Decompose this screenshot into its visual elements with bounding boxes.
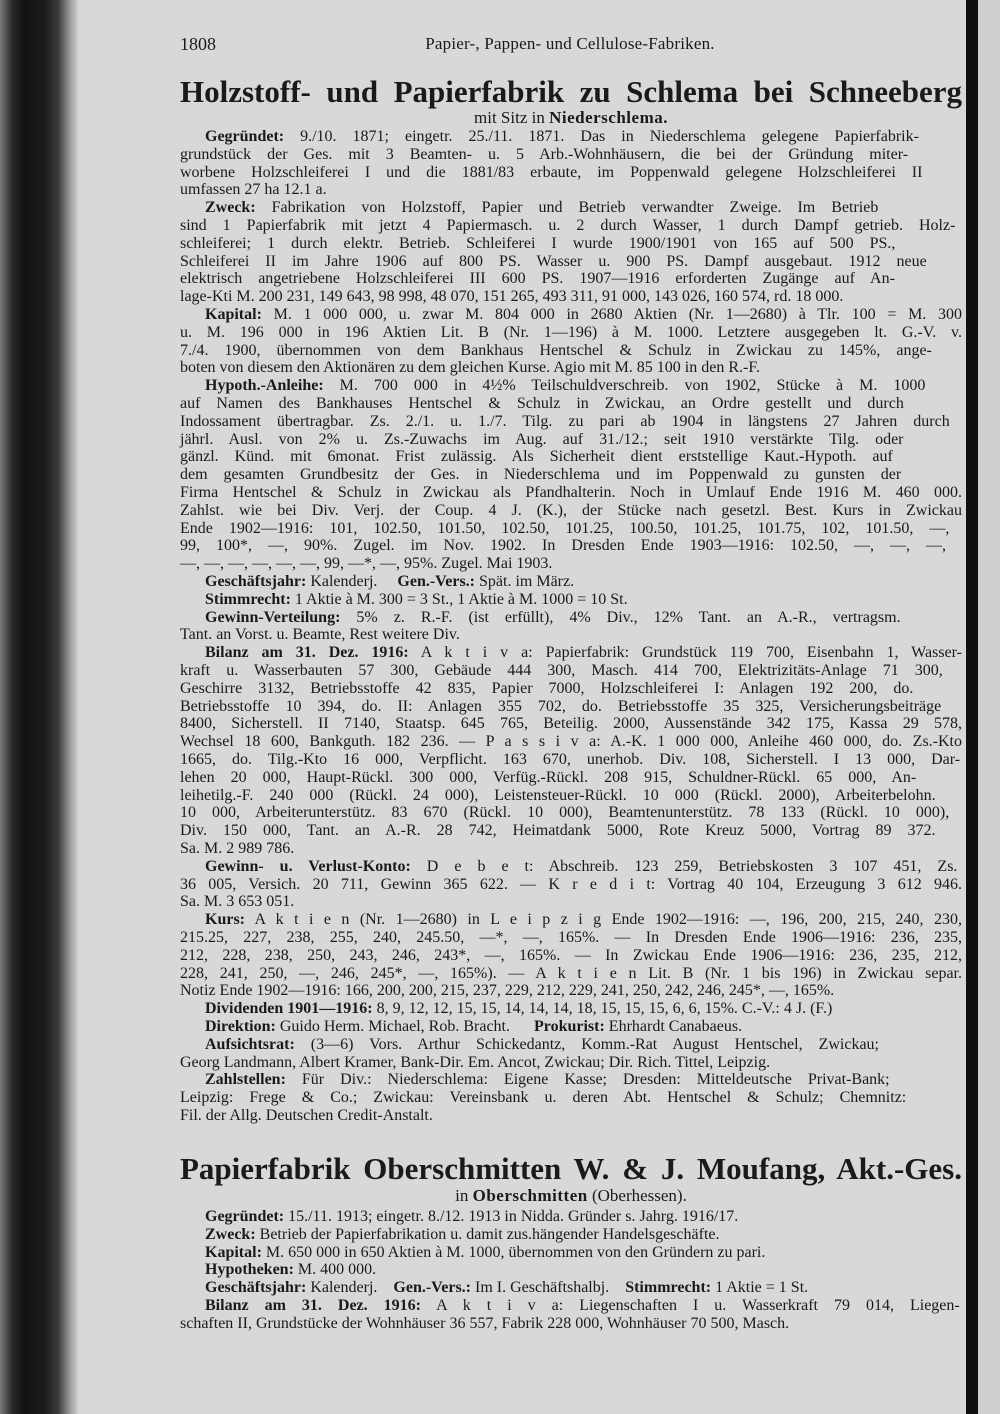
field-text: M. 1 000 000, u. zwar M. 804 000 in 2680 Aktien (Nr. 1—2680) à Tlr. 100 = M. 300 bbox=[261, 306, 962, 323]
field-text: Wechsel 18 600, Bankguth. 182 236. — P a s s i v a: A.-K. 1 000 000, Anleihe 460 000, do. Zs.-Kto bbox=[180, 733, 962, 751]
text-line bbox=[180, 359, 962, 377]
field-text: 8, 9, 12, 12, 15, 15, 14, 14, 14, 18, 15, 15, 15, 6, 6, 15%. C.-V.: 4 J. (F.) bbox=[372, 1000, 833, 1018]
paragraph-first-line bbox=[180, 911, 962, 929]
text-line bbox=[180, 448, 962, 466]
text-line bbox=[180, 413, 962, 431]
text-line bbox=[180, 822, 962, 840]
field-text: Sa. M. 3 653 051. bbox=[180, 893, 295, 911]
field-text: kraft u. Wasserbauten 57 300, Gebäude 444 300, Masch. 414 700, Elektrizitäts-Anlage 71 300, bbox=[180, 662, 943, 679]
text-line bbox=[180, 662, 962, 680]
field-text: Div. 150 000, Tant. an A.-R. 28 742, Heimatdank 5000, Rote Kreuz 5000, Vortrag 89 372. bbox=[180, 822, 936, 840]
field-text: Guido Herm. Michael, Rob. Bracht. bbox=[275, 1018, 534, 1035]
field-text: lehen 20 000, Haupt-Rückl. 300 000, Verfüg.-Rückl. 208 915, Schuldner-Rückl. 65 000, An- bbox=[180, 768, 917, 786]
text-line bbox=[180, 253, 962, 271]
field-label: Zahlstellen: bbox=[205, 1071, 286, 1089]
seat-place: Niederschlema. bbox=[549, 108, 668, 127]
text-line bbox=[180, 502, 962, 520]
text-line bbox=[180, 164, 962, 182]
field-text: schaften II, Grundstücke der Wohnhäuser 36 557, Fabrik 228 000, Wohnhäuser 70 500, Masch. bbox=[180, 1314, 790, 1332]
adjacent-page-strip bbox=[978, 0, 1000, 1414]
text-line bbox=[180, 965, 962, 983]
text-line bbox=[180, 876, 962, 894]
paragraph-first-line bbox=[180, 858, 962, 876]
field-label: Geschäftsjahr: bbox=[205, 573, 307, 590]
text-line bbox=[180, 537, 962, 555]
paragraph-first-line bbox=[180, 1000, 962, 1018]
text-line bbox=[180, 769, 962, 787]
field-text: Zahlst. wie bei Div. Verj. der Coup. 4 J. (K.), der Stücke nach gesetzl. Best. Kurs in Zwickau bbox=[180, 501, 962, 519]
paragraph-first-line bbox=[180, 128, 962, 146]
text-line bbox=[180, 342, 962, 360]
field-text: 1 Aktie = 1 St. bbox=[711, 1279, 809, 1297]
field-text: Tant. an Vorst. u. Beamte, Rest weitere Div. bbox=[180, 626, 460, 644]
paragraph-first-line bbox=[180, 1018, 962, 1036]
scan-left-edge bbox=[0, 0, 78, 1414]
field-text: 36 005, Versich. 20 711, Gewinn 365 622. — K r e d i t: Vortrag 40 104, Erzeugung 3 612 946. bbox=[180, 875, 962, 893]
field-label: Gen.-Vers.: bbox=[393, 1279, 472, 1297]
field-text: M. 700 000 in 4½% Teilschuldverschreib. von 1902, Stücke à M. 1000 bbox=[323, 377, 926, 395]
field-label: Bilanz am 31. Dez. 1916: bbox=[205, 644, 409, 662]
field-text: M. 400 000. bbox=[293, 1261, 377, 1279]
text-line bbox=[180, 1054, 962, 1072]
text-line bbox=[180, 929, 962, 947]
field-label: Prokurist: bbox=[533, 1018, 605, 1035]
text-line bbox=[180, 555, 962, 573]
field-text: Fabrikation von Holzstoff, Papier und Betrieb verwandter Zweige. Im Betrieb bbox=[255, 199, 879, 217]
field-label: Geschäftsjahr: bbox=[205, 1279, 307, 1297]
field-text: Betrieb der Papierfabrikation u. damit zus.hängender Handelsgeschäfte. bbox=[255, 1225, 720, 1243]
field-text: 99, 100*, —, 90%. Zugel. im Nov. 1902. In Dresden Ende 1903—1916: 102.50, —, —, —, bbox=[180, 537, 947, 555]
company-title: Holzstoff- und Papierfabrik zu Schlema bei Schneeberg bbox=[180, 74, 962, 109]
seat-text: in bbox=[455, 1186, 473, 1205]
field-text: Fil. der Allg. Deutschen Credit-Anstalt. bbox=[180, 1107, 433, 1124]
field-text: Ende 1902—1916: 101, 102.50, 101.50, 102.50, 101.25, 100.50, 101.25, 101.75, 102, 101.50, —, bbox=[180, 519, 950, 537]
text-line bbox=[180, 804, 962, 822]
field-text: Für Div.: Niederschlema: Eigene Kasse; Dresden: Mitteldeutsche Privat-Bank; bbox=[285, 1071, 890, 1089]
field-label: Kapital: bbox=[205, 1243, 262, 1261]
text-line bbox=[180, 982, 962, 1000]
paragraph-first-line bbox=[180, 609, 962, 627]
field-text: Betriebsstoffe 10 394, do. II: Anlagen 355 702, do. Betriebsstoffe 35 325, Versicherungsbeiträge bbox=[180, 697, 942, 715]
field-text: umfassen 27 ha 12.1 a. bbox=[180, 181, 327, 199]
page-number: 1808 bbox=[180, 34, 216, 54]
paragraph-first-line bbox=[180, 306, 962, 324]
field-label: Dividenden 1901—1916: bbox=[205, 1000, 373, 1018]
field-text: A k t i e n (Nr. 1—2680) in L e i p z i g Ende 1902—1916: —, 196, 200, 215, 240, 230, bbox=[245, 911, 962, 929]
field-label: Gegründet: bbox=[205, 128, 285, 145]
text-line bbox=[180, 751, 962, 769]
text-line bbox=[180, 840, 962, 858]
text-line bbox=[180, 395, 962, 413]
field-label: Bilanz am 31. Dez. 1916: bbox=[205, 1297, 421, 1314]
text-line bbox=[180, 181, 962, 199]
field-label: Direktion: bbox=[205, 1018, 276, 1035]
seat-text: (Oberhessen). bbox=[587, 1186, 687, 1205]
field-text: 9./10. 1871; eingetr. 25./11. 1871. Das in Niederschlema gelegene Papierfabrik- bbox=[284, 128, 919, 145]
field-label: Hypoth.-Anleihe: bbox=[205, 377, 324, 395]
paragraph-first-line bbox=[180, 573, 962, 591]
field-text: M. 650 000 in 650 Aktien à M. 1000, übernommen von den Gründern zu pari. bbox=[261, 1243, 766, 1261]
field-text: 10 000, Arbeiterunterstütz. 83 670 (Rückl. 10 000), Beamtenunterstütz. 78 133 (Rückl. 10 000), bbox=[180, 804, 950, 822]
text-line bbox=[180, 288, 962, 306]
paragraph-first-line bbox=[180, 377, 962, 395]
field-text: 1 Aktie à M. 300 = 3 St., 1 Aktie à M. 1000 = 10 St. bbox=[290, 590, 628, 608]
field-text: Kalenderj. bbox=[306, 573, 398, 590]
field-text: Notiz Ende 1902—1916: 166, 200, 200, 215, 237, 229, 212, 229, 241, 250, 242, 246, 245*, —, 165%. bbox=[180, 982, 835, 1000]
field-label: Zweck: bbox=[205, 1225, 256, 1243]
field-text: 228, 241, 250, —, 246, 245*, —, 165%). — A k t i e n Lit. B (Nr. 1 bis 196) in Zwickau separ. bbox=[180, 964, 962, 982]
paragraph-first-line bbox=[180, 1261, 962, 1279]
field-text: Kalenderj. bbox=[306, 1279, 394, 1297]
paragraph-first-line bbox=[180, 591, 962, 609]
field-text: A k t i v a: Liegenschaften I u. Wasserkraft 79 014, Liegen- bbox=[420, 1297, 960, 1314]
field-text: 5% z. R.-F. (ist erfüllt), 4% Div., 12% Tant. an A.-R., vertragsm. bbox=[340, 608, 901, 626]
text-line bbox=[180, 431, 962, 449]
field-label: Stimmrecht: bbox=[625, 1279, 712, 1297]
field-text: 7./4. 1900, übernommen von dem Bankhaus Hentschel & Schulz in Zwickau zu 145%, ange- bbox=[180, 341, 932, 359]
field-text: Ehrhardt Canabaeus. bbox=[604, 1018, 743, 1035]
field-label: Gewinn-Verteilung: bbox=[205, 608, 341, 626]
text-line bbox=[180, 484, 962, 502]
text-line bbox=[180, 270, 962, 288]
field-text: schleiferei; 1 durch elektr. Betrieb. Schleiferei I wurde 1900/1901 von 165 auf 500 PS., bbox=[180, 234, 896, 252]
text-line bbox=[180, 146, 962, 164]
text-line bbox=[180, 626, 962, 644]
company-title: Papierfabrik Oberschmitten W. & J. Moufang, Akt.-Ges. bbox=[180, 1151, 962, 1186]
text-line bbox=[180, 1107, 962, 1125]
field-text: boten von diesem den Aktionären zu dem gleichen Kurse. Agio mit M. 85 100 in den R.-F. bbox=[180, 359, 760, 377]
field-text: lage-Kti M. 200 231, 149 643, 98 998, 48 070, 151 265, 493 311, 91 000, 143 026, 160 574, rd. 18 000. bbox=[180, 288, 844, 306]
field-text: Spät. im März. bbox=[475, 573, 575, 590]
field-label: Gegründet: bbox=[205, 1208, 285, 1225]
paragraph-first-line bbox=[180, 1244, 962, 1262]
field-text: u. M. 196 000 in 196 Aktien Lit. B (Nr. 1—196) à M. 1000. Letztere ausgegeben lt. G.-V. v. bbox=[180, 323, 962, 341]
field-text: —, —, —, —, —, —, 99, —*, —, 95%. Zugel. Mai 1903. bbox=[180, 555, 553, 573]
field-text: jährl. Ausl. von 2% u. Zs.-Zuwachs im Aug. auf 31./12.; seit 1910 verstärkte Tilg. oder bbox=[180, 430, 904, 448]
field-text: leihetilg.-F. 240 000 (Rückl. 24 000), Leistensteuer-Rückl. 10 000 (Rückl. 2000), Arbeiterbelohn. bbox=[180, 786, 936, 804]
field-text: Geschirre 3132, Betriebsstoffe 42 835, Papier 7000, Holzschleiferei I: Anlagen 192 200, do. bbox=[180, 679, 914, 697]
field-text: Im I. Geschäftshalbj. bbox=[471, 1279, 626, 1297]
text-line bbox=[180, 947, 962, 965]
company-seat bbox=[180, 109, 962, 127]
field-label: Gewinn- u. Verlust-Konto: bbox=[205, 857, 411, 875]
text-line bbox=[180, 1315, 962, 1333]
field-text: 212, 228, 238, 250, 243, 246, 243*, —, 165%. — In Zwickau Ende 1906—1916: 236, 235, 212, bbox=[180, 946, 962, 964]
field-text: Indossament übertragbar. Zs. 2./1. u. 1./7. Tilg. zu pari ab 1904 in längstens 27 Jahren durch bbox=[180, 412, 950, 430]
paragraph-first-line bbox=[180, 1279, 962, 1297]
paragraph-first-line bbox=[180, 1071, 962, 1089]
text-line bbox=[180, 733, 962, 751]
paragraph-first-line bbox=[180, 1208, 962, 1226]
company-seat bbox=[180, 1187, 962, 1205]
field-label: Stimmrecht: bbox=[205, 590, 291, 608]
field-text: A k t i v a: Papierfabrik: Grundstück 119 700, Eisenbahn 1, Wasser- bbox=[408, 644, 962, 662]
text-line bbox=[180, 698, 962, 716]
field-label: Aufsichtsrat: bbox=[205, 1035, 295, 1053]
field-text: Sa. M. 2 989 786. bbox=[180, 840, 295, 857]
text-line bbox=[180, 787, 962, 805]
text-line bbox=[180, 466, 962, 484]
field-text: Leipzig: Frege & Co.; Zwickau: Vereinsbank u. deren Abt. Hentschel & Schulz; Chemnitz: bbox=[180, 1089, 907, 1107]
field-label: Hypotheken: bbox=[205, 1261, 294, 1279]
field-label: Kurs: bbox=[205, 911, 245, 929]
running-head: Papier-, Pappen- und Cellulose-Fabriken. bbox=[425, 34, 715, 53]
field-label: Kapital: bbox=[205, 306, 262, 323]
paragraph-first-line bbox=[180, 1036, 962, 1054]
paragraph-first-line bbox=[180, 1297, 962, 1315]
text-line bbox=[180, 235, 962, 253]
text-line bbox=[180, 1089, 962, 1107]
paragraph-first-line bbox=[180, 644, 962, 662]
field-text: auf Namen des Bankhauses Hentschel & Schulz in Zwickau, an Ordre gestellt und durch bbox=[180, 395, 904, 412]
seat-place: Oberschmitten bbox=[472, 1186, 588, 1205]
text-line bbox=[180, 217, 962, 235]
field-text: gänzl. Künd. mit 6monat. Frist zulässig. Als Sicherheit dient erststellige Kaut.-Hypoth. auf bbox=[180, 448, 893, 466]
field-text: Firma Hentschel & Schulz in Zwickau als Pfandhalterin. Noch in Umlauf Ende 1916 M. 460 000. bbox=[180, 484, 962, 501]
field-label: Gen.-Vers.: bbox=[397, 573, 476, 590]
field-text: dem gesamten Grundbesitz der Ges. in Niederschlema und im Poppenwald zu gunsten der bbox=[180, 466, 902, 484]
field-text: worbene Holzschleiferei I und die 1881/83 erbaute, im Poppenwald gelegene Holzschleiferei II bbox=[180, 163, 923, 181]
scan-gutter bbox=[966, 0, 978, 1414]
field-text: 15./11. 1913; eingetr. 8./12. 1913 in Nidda. Gründer s. Jahrg. 1916/17. bbox=[284, 1208, 739, 1225]
field-text: 8400, Sicherstell. II 7140, Staatsp. 645 765, Beteilig. 2000, Aussenstände 342 175, Kassa 29 578, bbox=[180, 715, 962, 733]
field-text: elektrisch angetriebene Holzschleiferei III 600 PS. 1907—1916 erforderten Zugänge auf An- bbox=[180, 270, 895, 288]
field-text: D e b e t: Abschreib. 123 259, Betriebskosten 3 107 451, Zs. bbox=[410, 857, 958, 875]
field-text: 215.25, 227, 238, 255, 240, 245.50, —*, —, 165%. — In Dresden Ende 1906—1916: 236, 235, bbox=[180, 929, 962, 946]
field-text: Schleiferei II im Jahre 1906 auf 800 PS. Wasser u. 900 PS. Dampf ausgebaut. 1912 neue bbox=[180, 252, 927, 270]
paragraph-first-line bbox=[180, 199, 962, 217]
paragraph-first-line bbox=[180, 1226, 962, 1244]
field-label: Zweck: bbox=[205, 199, 256, 217]
text-line bbox=[180, 680, 962, 698]
field-text: 1665, do. Tilg.-Kto 16 000, Verpflicht. 163 670, unerhob. Div. 108, Sicherstell. I 13 000, Dar- bbox=[180, 751, 961, 768]
seat-text: mit Sitz in bbox=[474, 108, 550, 127]
field-text: Georg Landmann, Albert Kramer, Bank-Dir. Em. Ancot, Zwickau; Dir. Rich. Tittel, Leipzig. bbox=[180, 1053, 771, 1071]
text-line bbox=[180, 893, 962, 911]
text-line bbox=[180, 715, 962, 733]
text-line bbox=[180, 324, 962, 342]
field-text: sind 1 Papierfabrik mit jetzt 4 Papiermasch. u. 2 durch Wasser, 1 durch Dampf getrieb. Holz- bbox=[180, 217, 956, 234]
field-text: (3—6) Vors. Arthur Schickedantz, Komm.-Rat August Hentschel, Zwickau; bbox=[294, 1035, 879, 1053]
text-line bbox=[180, 520, 962, 538]
field-text: grundstück der Ges. mit 3 Beamten- u. 5 Arb.-Wohnhäusern, die bei der Gründung miter- bbox=[180, 145, 909, 163]
